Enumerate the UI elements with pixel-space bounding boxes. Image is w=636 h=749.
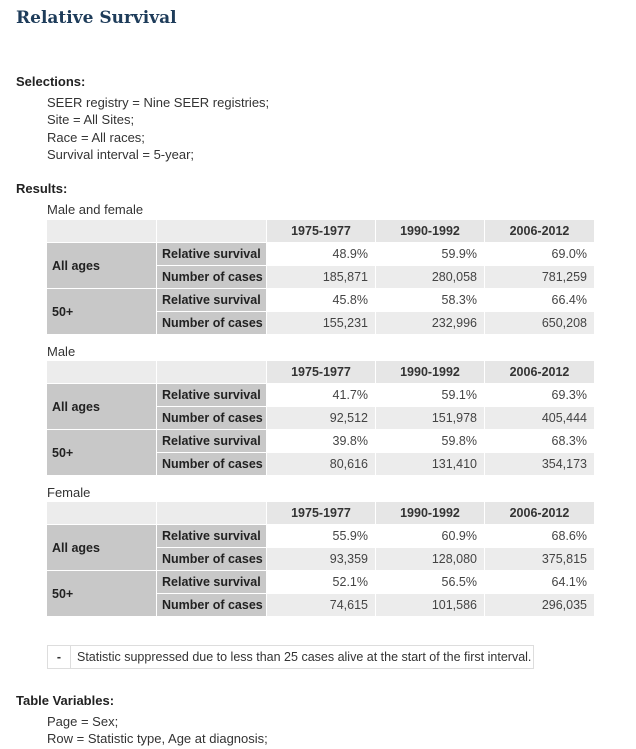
- statistic-label: Number of cases: [157, 594, 267, 617]
- year-header-row: [47, 502, 595, 525]
- age-group-header: 50+: [47, 430, 157, 476]
- suppression-note: Statistic suppressed due to less than 25 cases alive at the start of the first interval.: [77, 650, 532, 664]
- value-cell: 68.6%: [485, 525, 595, 548]
- blank-cell: [157, 502, 267, 525]
- results-table-male-and-female: [46, 219, 595, 335]
- value-cell: 59.1%: [376, 384, 485, 407]
- value-cell: 59.8%: [376, 430, 485, 453]
- age-group-header: All ages: [47, 384, 157, 430]
- value-cell: 405,444: [485, 407, 595, 430]
- age-group-header: All ages: [47, 525, 157, 571]
- value-cell: 48.9%: [267, 243, 376, 266]
- statistic-label: Relative survival: [157, 571, 267, 594]
- value-cell: 66.4%: [485, 289, 595, 312]
- table-row: [47, 384, 595, 407]
- page-title: Relative Survival: [16, 8, 177, 28]
- selection-site: Site = All Sites;: [47, 112, 135, 127]
- age-group-header: All ages: [47, 243, 157, 289]
- table-variable-page: Page = Sex;: [47, 714, 119, 729]
- statistic-label: Relative survival: [157, 384, 267, 407]
- value-cell: 151,978: [376, 407, 485, 430]
- value-cell: 45.8%: [267, 289, 376, 312]
- table-variables-heading: Table Variables:: [16, 693, 115, 708]
- selections-heading: Selections:: [16, 74, 86, 89]
- results-table-male: [46, 360, 595, 476]
- year-header: 2006-2012: [485, 220, 595, 243]
- age-group-header: 50+: [47, 289, 157, 335]
- year-header: 1975-1977: [267, 220, 376, 243]
- blank-cell: [47, 220, 157, 243]
- value-cell: 296,035: [485, 594, 595, 617]
- year-header: 1990-1992: [376, 220, 485, 243]
- selection-race: Race = All races;: [47, 130, 145, 145]
- value-cell: 375,815: [485, 548, 595, 571]
- suppression-symbol: -: [48, 646, 71, 668]
- year-header-row: [47, 361, 595, 384]
- value-cell: 280,058: [376, 266, 485, 289]
- value-cell: 56.5%: [376, 571, 485, 594]
- statistic-label: Number of cases: [157, 312, 267, 335]
- value-cell: 128,080: [376, 548, 485, 571]
- table-label-female: Female: [47, 485, 91, 500]
- value-cell: 55.9%: [267, 525, 376, 548]
- value-cell: 52.1%: [267, 571, 376, 594]
- age-group-header: 50+: [47, 571, 157, 617]
- table-label-male-and-female: Male and female: [47, 202, 144, 217]
- year-header: 2006-2012: [485, 361, 595, 384]
- value-cell: 69.3%: [485, 384, 595, 407]
- table-variable-row: Row = Statistic type, Age at diagnosis;: [47, 731, 268, 746]
- results-heading: Results:: [16, 181, 68, 196]
- year-header: 1975-1977: [267, 361, 376, 384]
- statistic-label: Relative survival: [157, 525, 267, 548]
- year-header-row: [47, 220, 595, 243]
- blank-cell: [157, 361, 267, 384]
- value-cell: 650,208: [485, 312, 595, 335]
- year-header: 1975-1977: [267, 502, 376, 525]
- blank-cell: [47, 361, 157, 384]
- value-cell: 101,586: [376, 594, 485, 617]
- value-cell: 93,359: [267, 548, 376, 571]
- statistic-label: Relative survival: [157, 430, 267, 453]
- selection-registry: SEER registry = Nine SEER registries;: [47, 95, 270, 110]
- statistic-label: Number of cases: [157, 266, 267, 289]
- selection-survival-interval: Survival interval = 5-year;: [47, 147, 195, 162]
- value-cell: 41.7%: [267, 384, 376, 407]
- statistic-label: Number of cases: [157, 407, 267, 430]
- statistic-label: Relative survival: [157, 289, 267, 312]
- value-cell: 354,173: [485, 453, 595, 476]
- statistic-label: Relative survival: [157, 243, 267, 266]
- table-row: [47, 571, 595, 594]
- value-cell: 155,231: [267, 312, 376, 335]
- value-cell: 92,512: [267, 407, 376, 430]
- value-cell: 58.3%: [376, 289, 485, 312]
- blank-cell: [157, 220, 267, 243]
- value-cell: 131,410: [376, 453, 485, 476]
- table-row: [47, 243, 595, 266]
- value-cell: 60.9%: [376, 525, 485, 548]
- blank-cell: [47, 502, 157, 525]
- value-cell: 64.1%: [485, 571, 595, 594]
- table-row: [47, 430, 595, 453]
- statistic-label: Number of cases: [157, 453, 267, 476]
- table-row: [47, 289, 595, 312]
- value-cell: 69.0%: [485, 243, 595, 266]
- table-row: [47, 525, 595, 548]
- value-cell: 59.9%: [376, 243, 485, 266]
- statistic-label: Number of cases: [157, 548, 267, 571]
- value-cell: 185,871: [267, 266, 376, 289]
- year-header: 2006-2012: [485, 502, 595, 525]
- table-label-male: Male: [47, 344, 76, 359]
- suppression-legend: [47, 645, 534, 669]
- year-header: 1990-1992: [376, 361, 485, 384]
- value-cell: 68.3%: [485, 430, 595, 453]
- value-cell: 781,259: [485, 266, 595, 289]
- value-cell: 74,615: [267, 594, 376, 617]
- results-table-female: [46, 501, 595, 617]
- year-header: 1990-1992: [376, 502, 485, 525]
- value-cell: 80,616: [267, 453, 376, 476]
- value-cell: 232,996: [376, 312, 485, 335]
- value-cell: 39.8%: [267, 430, 376, 453]
